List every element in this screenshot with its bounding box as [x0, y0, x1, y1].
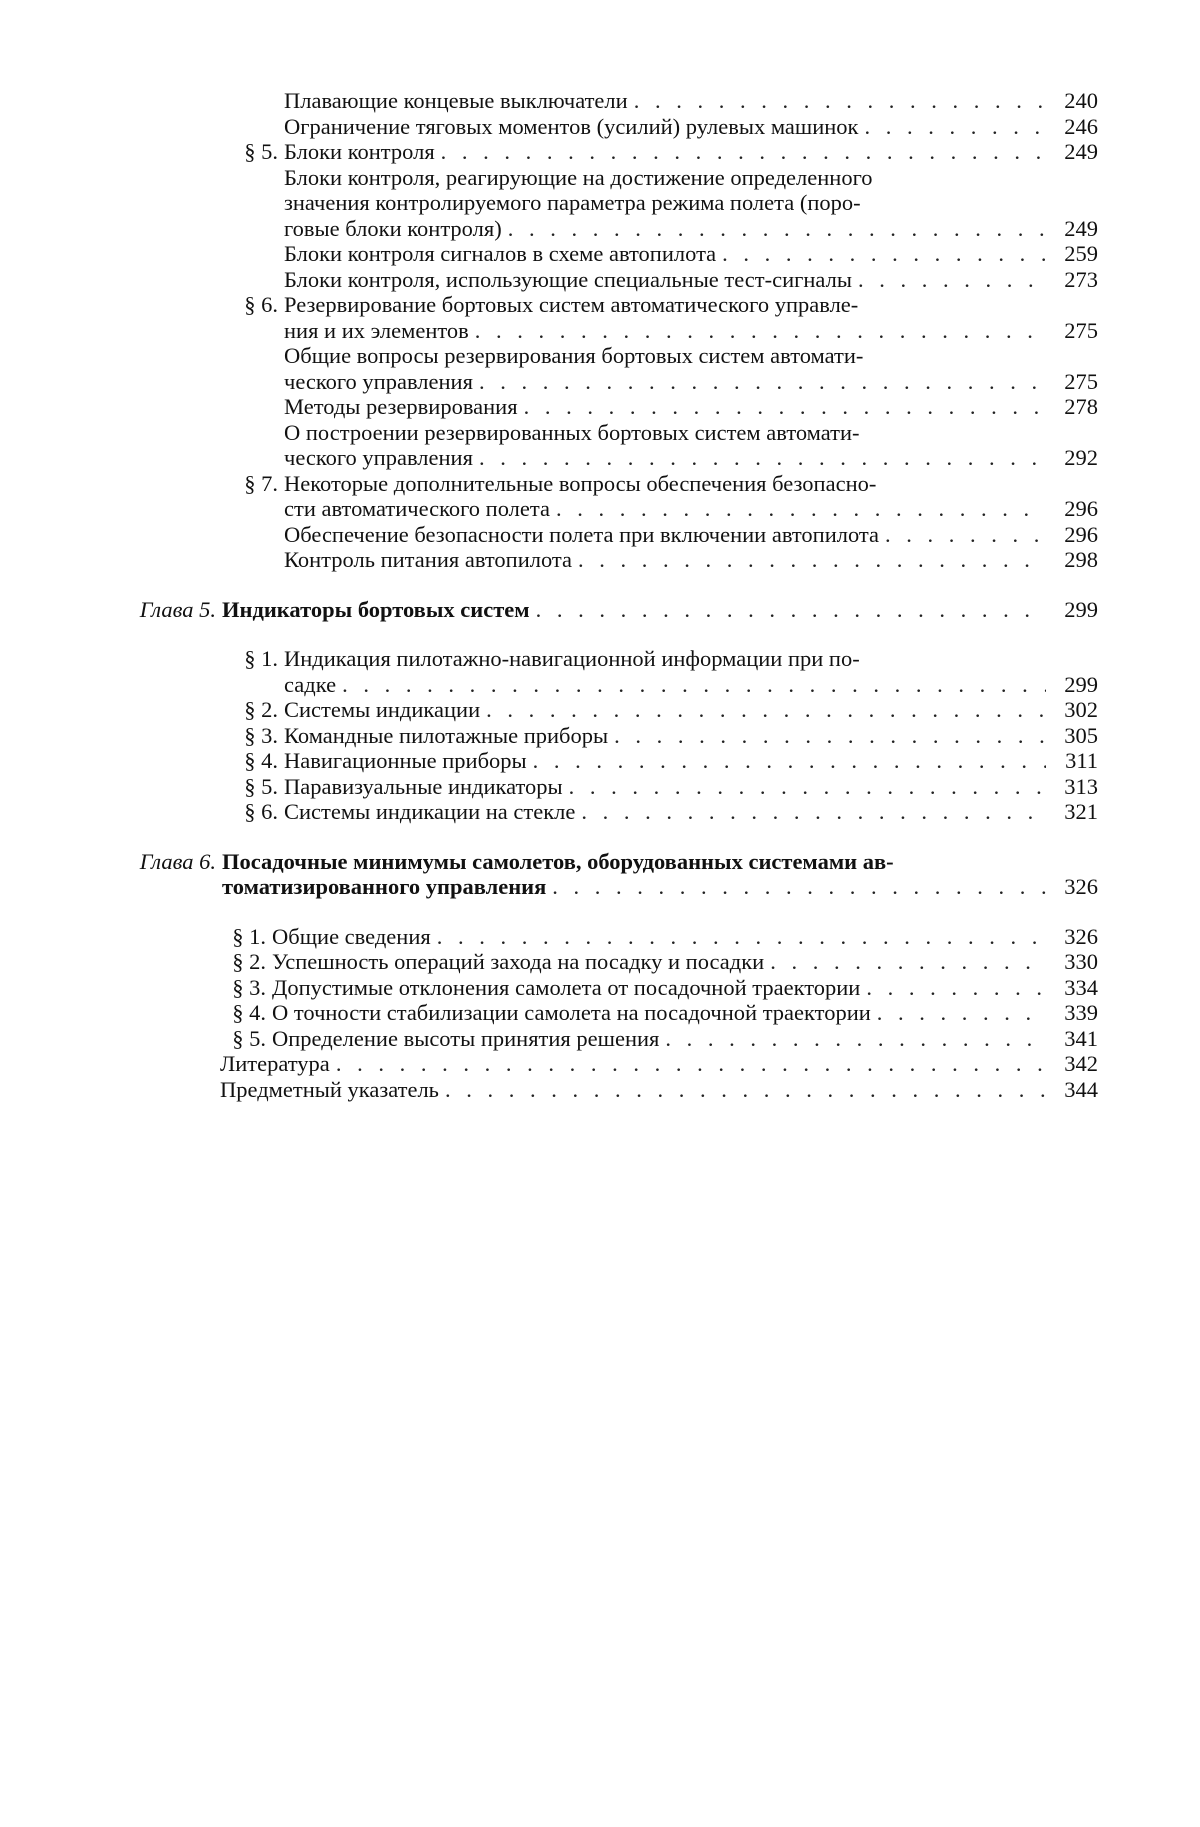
toc-entry-title: Индикаторы бортовых систем	[222, 596, 530, 622]
toc-entry-line	[284, 496, 1046, 522]
toc-entry	[0, 597, 1200, 623]
toc-entry-title: Контроль питания автопилота	[284, 547, 573, 572]
section-number: § 6.	[244, 292, 278, 317]
dot-leader	[860, 975, 1046, 1001]
toc-entry-title: ческого управления	[284, 445, 473, 470]
toc-entry-title: Общие сведения	[272, 923, 431, 949]
toc-entry-title: ния и их элементов	[284, 317, 469, 343]
toc-entry-continuation	[0, 496, 1200, 522]
section-number: § 5.	[244, 139, 278, 164]
toc-entry-continuation	[0, 445, 1200, 471]
dot-leader	[852, 267, 1046, 293]
toc-entry-continuation	[0, 874, 1200, 900]
toc-entry-title: Командные пилотажные приборы	[284, 722, 609, 748]
dot-leader	[530, 597, 1046, 623]
section-number: § 1.	[232, 923, 266, 949]
page-number: 259	[1064, 241, 1098, 266]
dot-leader	[546, 874, 1046, 900]
page-number: 302	[1064, 697, 1098, 722]
dot-leader	[431, 924, 1046, 950]
toc-entry-line	[284, 88, 1046, 114]
dot-leader	[608, 723, 1046, 749]
toc-entry-line	[284, 547, 1046, 573]
toc-entry-line	[284, 267, 1046, 293]
dot-leader	[435, 139, 1046, 165]
dot-leader	[858, 114, 1046, 140]
toc-entry	[0, 949, 1200, 975]
page-number: 296	[1064, 496, 1098, 521]
toc-entry-title: Обеспечение безопасности полета при включении автопилота	[284, 521, 880, 547]
toc-entry-line	[284, 799, 1046, 825]
toc-entry	[0, 420, 1200, 446]
toc-entry	[0, 547, 1200, 573]
toc-entry-line	[284, 723, 1046, 749]
page-number: 275	[1064, 368, 1098, 394]
toc-entry-title: Системы индикации на стекле	[284, 799, 576, 824]
toc-entry	[0, 697, 1200, 723]
page-number: 296	[1064, 521, 1098, 547]
toc-entry-line	[272, 924, 1046, 950]
dot-leader	[871, 1000, 1046, 1026]
page-number: 341	[1064, 1025, 1098, 1051]
section-number: § 3.	[244, 722, 278, 748]
section-number: § 2.	[232, 949, 266, 974]
toc-entry	[0, 924, 1200, 950]
dot-leader	[563, 774, 1046, 800]
toc-entry	[0, 723, 1200, 749]
toc-entry-line	[284, 369, 1046, 395]
toc-entry-continuation	[0, 369, 1200, 395]
page-number: 298	[1064, 547, 1098, 572]
section-number: § 6.	[244, 799, 278, 824]
toc-entry	[0, 1026, 1200, 1052]
toc-entry-line	[284, 394, 1046, 420]
dot-leader	[572, 547, 1046, 573]
toc-entry	[0, 292, 1200, 318]
toc-entry-line	[284, 697, 1046, 723]
toc-entry-line	[284, 522, 1046, 548]
page-number: 311	[1065, 748, 1098, 773]
toc-entry-title: Ограничение тяговых моментов (усилий) рулевых машинок	[284, 113, 859, 139]
toc-entry-line	[284, 318, 1046, 344]
page-number: 278	[1064, 394, 1098, 419]
toc-entry-line	[284, 216, 1046, 242]
toc-entry-title: Блоки контроля	[284, 139, 435, 164]
toc-entry-title: Предметный указатель	[220, 1076, 439, 1102]
dot-leader	[628, 88, 1046, 114]
toc-entry-line	[272, 949, 1046, 975]
toc-entry	[0, 241, 1200, 267]
toc-entry-title: Плавающие концевые выключатели	[284, 88, 628, 113]
toc-entry-title: Блоки контроля, использующие специальные тест-сигналы	[284, 266, 852, 292]
dot-leader	[502, 216, 1046, 242]
toc-entry	[0, 471, 1200, 497]
dot-leader	[716, 241, 1046, 267]
section-number: § 1.	[244, 646, 278, 671]
table-of-contents	[0, 88, 1200, 1102]
dot-leader	[879, 522, 1046, 548]
toc-entry-title: ческого управления	[284, 368, 473, 394]
dot-leader	[330, 1051, 1046, 1077]
toc-entry	[0, 165, 1200, 191]
toc-entry	[0, 114, 1200, 140]
toc-entry	[0, 849, 1200, 875]
dot-leader	[336, 672, 1046, 698]
page-number: 344	[1064, 1076, 1098, 1102]
toc-entry	[0, 1000, 1200, 1026]
toc-entry-title: Методы резервирования	[284, 394, 518, 419]
toc-entry	[0, 975, 1200, 1001]
toc-entry-line	[272, 1000, 1046, 1026]
page-number: 326	[1064, 874, 1098, 899]
toc-entry-title: Паравизуальные индикаторы	[284, 773, 563, 799]
section-number: § 5.	[232, 1025, 266, 1051]
toc-entry-continuation	[0, 216, 1200, 242]
page-number: 305	[1064, 722, 1098, 748]
toc-entry-title: Системы индикации	[284, 697, 481, 722]
toc-entry	[0, 522, 1200, 548]
section-number: § 5.	[244, 773, 278, 799]
toc-entry	[0, 799, 1200, 825]
toc-entry	[0, 267, 1200, 293]
toc-entry-line	[284, 774, 1046, 800]
dot-leader	[659, 1026, 1046, 1052]
dot-leader	[473, 445, 1046, 471]
toc-entry-line	[222, 874, 1046, 900]
toc-entry-line	[284, 748, 1046, 774]
toc-entry	[0, 1051, 1200, 1077]
toc-entry-line	[220, 1077, 1046, 1103]
toc-entry-continuation	[0, 672, 1200, 698]
page-number: 240	[1064, 88, 1098, 113]
toc-entry-line	[284, 114, 1046, 140]
toc-entry-title: сти автоматического полета	[284, 496, 550, 521]
toc-entry-title: говые блоки контроля)	[284, 215, 502, 241]
page-number: 339	[1064, 1000, 1098, 1025]
toc-entry-title: садке	[284, 671, 337, 697]
page-number: 292	[1064, 445, 1098, 470]
toc-entry	[0, 343, 1200, 369]
section-number: § 7.	[244, 470, 278, 496]
page-number: 273	[1064, 266, 1098, 292]
page-number: 313	[1064, 773, 1098, 799]
dot-leader	[764, 949, 1046, 975]
toc-entry-title: Успешность операций захода на посадку и посадки	[272, 949, 765, 974]
toc-entry-text: О построении резервированных бортовых систем автомати-	[284, 419, 860, 445]
toc-entry-continuation	[0, 318, 1200, 344]
dot-leader	[473, 369, 1046, 395]
toc-entry-line	[284, 139, 1046, 165]
toc-entry	[0, 646, 1200, 672]
page-number: 334	[1064, 974, 1098, 1000]
toc-entry-line	[222, 597, 1046, 623]
dot-leader	[527, 748, 1046, 774]
toc-entry	[0, 88, 1200, 114]
toc-entry-text: значения контролируемого параметра режима полета (поро-	[284, 190, 861, 215]
chapter-label: Глава 5.	[139, 596, 216, 622]
dot-leader	[480, 697, 1046, 723]
toc-entry-title: Допустимые отклонения самолета от посадочной траектории	[272, 974, 861, 1000]
toc-entry-title: Навигационные приборы	[284, 748, 527, 773]
toc-entry	[0, 774, 1200, 800]
section-number: § 4.	[232, 1000, 266, 1025]
toc-entry-title: Определение высоты принятия решения	[272, 1025, 660, 1051]
page-number: 321	[1064, 799, 1098, 824]
toc-entry-text: Посадочные минимумы самолетов, оборудованных системами ав-	[222, 848, 894, 874]
toc-entry-text: Некоторые дополнительные вопросы обеспечения безопасно-	[284, 470, 877, 496]
dot-leader	[439, 1077, 1046, 1103]
toc-entry	[0, 748, 1200, 774]
toc-entry-title: Блоки контроля сигналов в схеме автопилота	[284, 241, 717, 266]
toc-entry-text: Индикация пилотажно-навигационной информации при по-	[284, 646, 860, 671]
dot-leader	[550, 496, 1046, 522]
section-number: § 3.	[232, 974, 266, 1000]
page-number: 249	[1064, 139, 1098, 164]
section-number: § 2.	[244, 697, 278, 722]
toc-entry-line	[272, 1026, 1046, 1052]
toc-entry-text: Общие вопросы резервирования бортовых систем автомати-	[284, 343, 864, 368]
toc-entry-line	[284, 672, 1046, 698]
toc-entry-title: О точности стабилизации самолета на посадочной траектории	[272, 1000, 871, 1025]
page-number: 326	[1064, 923, 1098, 949]
toc-entry-line	[284, 241, 1046, 267]
page-number: 299	[1064, 671, 1098, 697]
dot-leader	[469, 318, 1046, 344]
page-number: 299	[1064, 596, 1098, 622]
section-number: § 4.	[244, 748, 278, 773]
toc-entry-line	[272, 975, 1046, 1001]
toc-entry-line	[220, 1051, 1046, 1077]
toc-entry	[0, 1077, 1200, 1103]
page-number: 275	[1064, 317, 1098, 343]
page-number: 246	[1064, 113, 1098, 139]
page-number: 249	[1064, 215, 1098, 241]
page-number: 330	[1064, 949, 1098, 974]
dot-leader	[518, 394, 1046, 420]
page-number: 342	[1064, 1051, 1098, 1076]
toc-entry	[0, 394, 1200, 420]
toc-entry-continuation	[0, 190, 1200, 216]
toc-entry	[0, 139, 1200, 165]
toc-entry-text: Блоки контроля, реагирующие на достижение определенного	[284, 164, 873, 190]
dot-leader	[575, 799, 1046, 825]
toc-entry-text: Резервирование бортовых систем автоматического управле-	[284, 292, 859, 317]
chapter-label: Глава 6.	[139, 848, 216, 874]
toc-entry-title: Литература	[220, 1051, 330, 1076]
toc-entry-title: томатизированного управления	[222, 874, 547, 899]
toc-entry-line	[284, 445, 1046, 471]
